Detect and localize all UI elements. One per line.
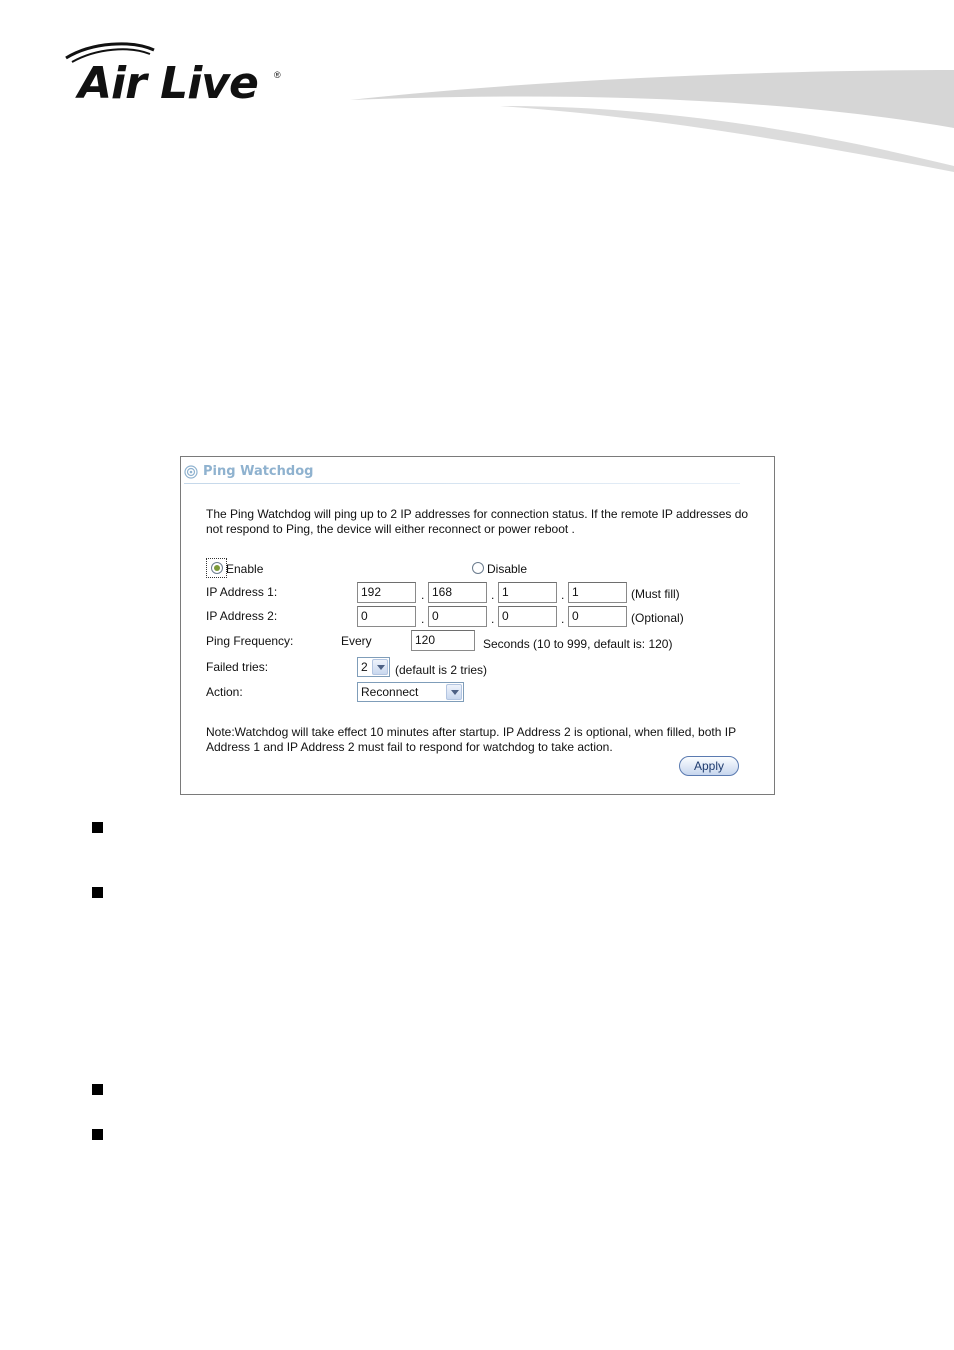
airlive-logo bbox=[62, 40, 292, 110]
disable-label: Disable bbox=[487, 562, 528, 576]
ip2-octet-4[interactable]: 0 bbox=[568, 606, 627, 627]
ip1-octet-2[interactable]: 168 bbox=[428, 582, 487, 603]
ip-dot: . bbox=[491, 588, 495, 602]
ping-frequency-suffix: Seconds (10 to 999, default is: 120) bbox=[483, 637, 673, 651]
ip1-hint: (Must fill) bbox=[631, 587, 680, 601]
ip2-octet-1[interactable]: 0 bbox=[357, 606, 416, 627]
ip2-octet-3[interactable]: 0 bbox=[498, 606, 557, 627]
header-swoosh-decoration bbox=[350, 66, 954, 176]
action-label: Action: bbox=[206, 685, 243, 699]
ip1-octet-1[interactable]: 192 bbox=[357, 582, 416, 603]
action-select[interactable] bbox=[357, 682, 464, 702]
ip-dot: . bbox=[561, 588, 565, 602]
ip1-label: IP Address 1: bbox=[206, 585, 278, 599]
failed-tries-hint: (default is 2 tries) bbox=[395, 663, 488, 677]
ping-frequency-label: Ping Frequency: bbox=[206, 634, 294, 648]
panel-description: The Ping Watchdog will ping up to 2 IP addresses for connection status. If the remote IP addresses do not respond to Ping, the device will either reconnect or power reboot . bbox=[206, 507, 749, 536]
panel-note: Note:Watchdog will take effect 10 minutes after startup. IP Address 2 is optional, when filled, both IP Address 1 and IP Address 2 must fail to respond for watchdog to take action. bbox=[206, 725, 736, 754]
square-bullet-icon bbox=[92, 887, 103, 898]
failed-tries-value: 2 bbox=[361, 660, 368, 674]
disable-radio[interactable] bbox=[472, 562, 484, 574]
logo-text: Air Live bbox=[78, 58, 258, 109]
panel-title: Ping Watchdog bbox=[203, 464, 314, 479]
ip2-octet-2[interactable]: 0 bbox=[428, 606, 487, 627]
ip2-hint: (Optional) bbox=[631, 611, 684, 625]
action-value: Reconnect bbox=[361, 685, 419, 699]
square-bullet-icon bbox=[92, 1084, 103, 1095]
failed-tries-select[interactable] bbox=[357, 657, 390, 677]
ip2-label: IP Address 2: bbox=[206, 609, 278, 623]
ping-frequency-prefix: Every bbox=[341, 634, 372, 648]
square-bullet-icon bbox=[92, 822, 103, 833]
enable-label: Enable bbox=[226, 562, 264, 576]
panel-title-row bbox=[184, 464, 740, 484]
ip-dot: . bbox=[421, 588, 425, 602]
logo-registered-mark: ® bbox=[274, 70, 281, 80]
failed-tries-label: Failed tries: bbox=[206, 660, 269, 674]
target-circle-icon bbox=[184, 465, 198, 479]
enable-radio[interactable] bbox=[211, 562, 223, 574]
title-divider bbox=[184, 483, 740, 484]
ip1-octet-4[interactable]: 1 bbox=[568, 582, 627, 603]
square-bullet-icon bbox=[92, 1129, 103, 1140]
chevron-down-icon[interactable] bbox=[372, 659, 388, 675]
ip1-octet-3[interactable]: 1 bbox=[498, 582, 557, 603]
ip-dot: . bbox=[561, 612, 565, 626]
ip-dot: . bbox=[421, 612, 425, 626]
ping-watchdog-panel bbox=[180, 456, 775, 795]
ip-dot: . bbox=[491, 612, 495, 626]
apply-button[interactable]: Apply bbox=[679, 756, 739, 776]
ping-frequency-input[interactable]: 120 bbox=[411, 630, 475, 651]
chevron-down-icon[interactable] bbox=[446, 684, 462, 700]
